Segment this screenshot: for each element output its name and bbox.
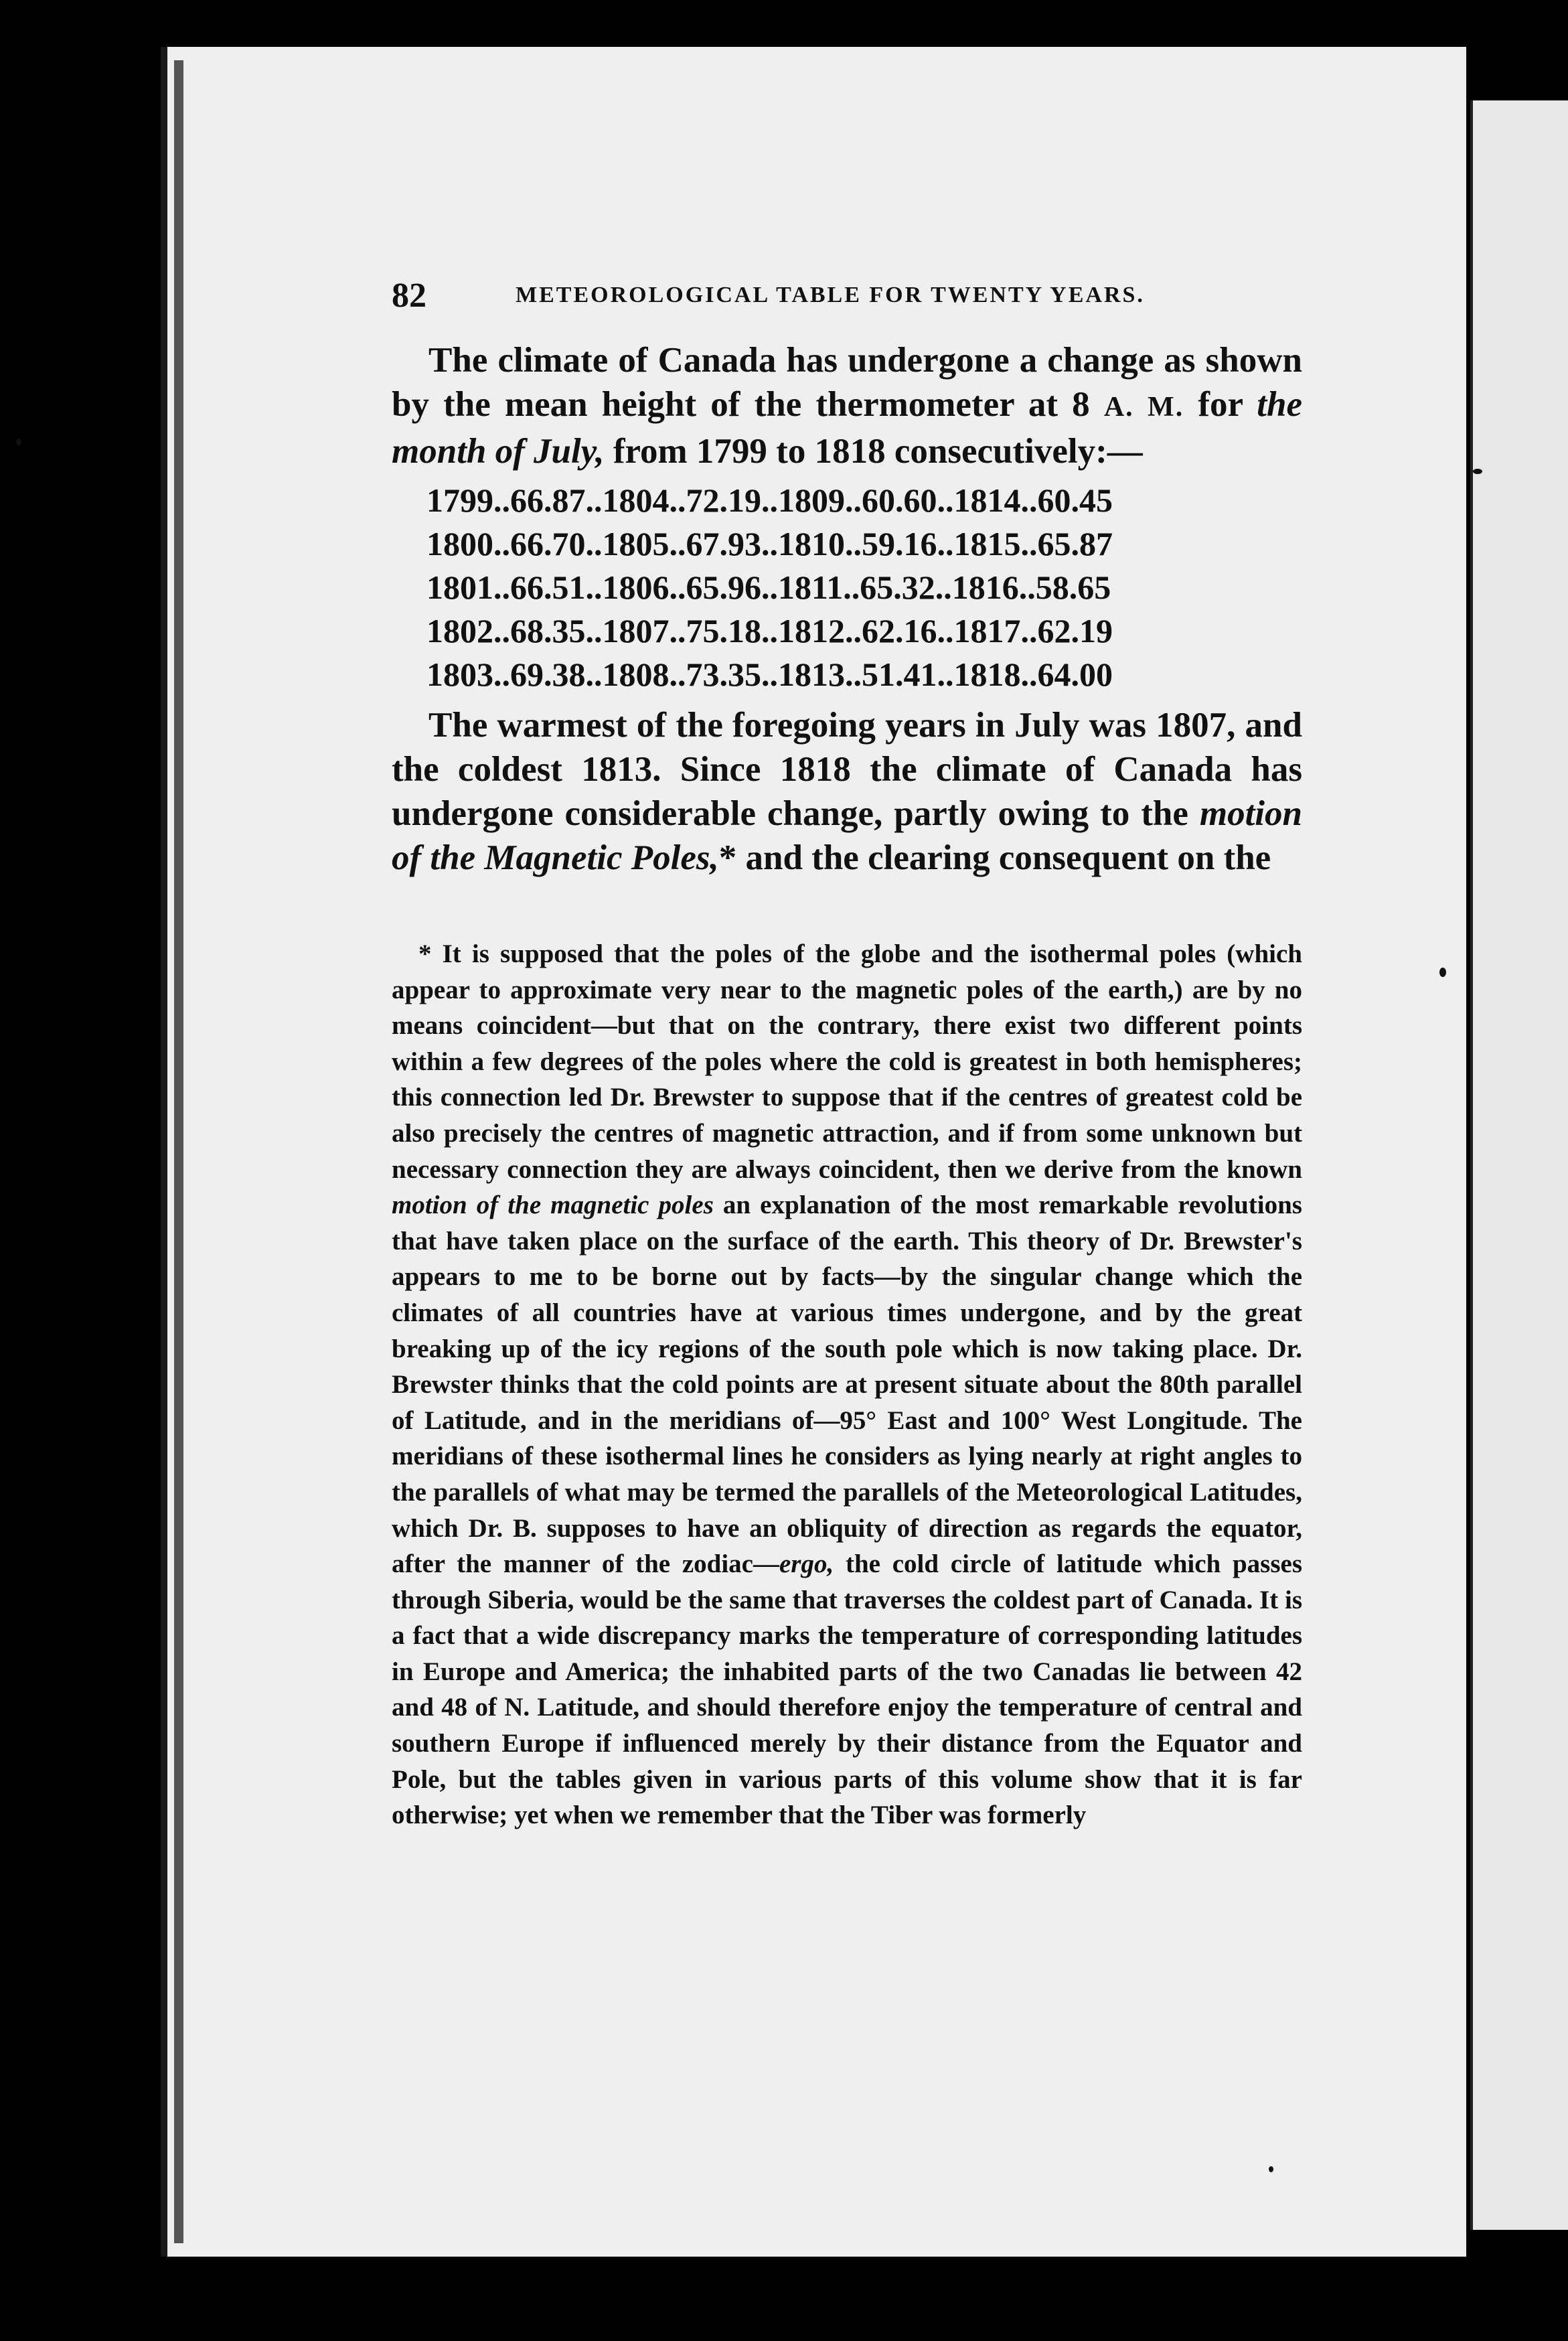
footnote-text-3: the cold circle of latitude which passes through Siberia, would be the same that traverses the coldest part of Canada. It is a fact that a wide discrepancy marks the temperature of corresponding latitudes in Europe and America; the inhabited parts of the two Canadas lie between 42 and 48 of N. Latitude, and should therefore enjoy the temperature of central and southern Europe if influenced merely by their distance from the Equator and Pole, but the tables given in various parts of this volume show that it is far otherwise; yet when we remember that the Tiber was formerly	[392, 1550, 1303, 1830]
temperature-row: 1801..66.51..1806..65.96..1811..65.32..1816..58.65	[426, 569, 1111, 606]
scan-speck	[1439, 968, 1446, 977]
adjacent-page-edge	[1473, 100, 1568, 2230]
intro-text-1: The climate of Canada has undergone a change as shown by the mean height of the thermometer at 8	[392, 341, 1302, 424]
scan-speck	[1269, 2166, 1273, 2172]
intro-text-2: for	[1184, 385, 1257, 424]
intro-text-3: from 1799 to 1818 consecutively:—	[604, 432, 1143, 471]
para2-text-2: * and the clearing consequent on the	[718, 838, 1271, 877]
footnote-text-1: * It is supposed that the poles of the globe and the isothermal poles (which appear to approximate very near to the magnetic poles of the earth,) are by no means coincident—but that on the contrary, there exist two different points within a few degrees of the poles where the cold is greatest in both hemispheres; this connection led Dr. Brewster to suppose that if the centres of greatest cold be also precisely the centres of magnetic attraction, and if from some unknown but necessary connection they are always coincident, then we derive from the known	[392, 939, 1302, 1184]
footnote-emphasis-2: ergo,	[779, 1550, 834, 1579]
temperature-row: 1802..68.35..1807..75.18..1812..62.16..1817..62.19	[426, 612, 1113, 650]
running-head: METEOROLOGICAL TABLE FOR TWENTY YEARS.	[516, 283, 1145, 307]
footnote-paragraph	[392, 936, 1302, 1833]
footnote-text-2: an explanation of the most remarkable revolutions that have taken place on the surface of the earth. This theory of Dr. Brewster's appears to me to be borne out by facts—by the singular change which the climates of all countries have at various times undergone, and by the great breaking up of the icy regions of the south pole which is now taking place. Dr. Brewster thinks that the cold points are at present situate about the 80th parallel of Latitude, and in the meridians of—95° East and 100° West Longitude. The meridians of these isothermal lines he considers as lying nearly at right angles to the parallels of what may be termed the parallels of the Meteorological Latitudes, which Dr. B. supposes to have an obliquity of direction as regards the equator, after the manner of the zodiac—	[392, 1191, 1302, 1579]
temperature-row: 1800..66.70..1805..67.93..1810..59.16..1815..65.87	[426, 525, 1113, 562]
intro-month-emphasis: the month of July,	[392, 385, 1302, 471]
page-gutter-shadow	[174, 60, 183, 2243]
page-number: 82	[392, 277, 426, 315]
page-header	[392, 276, 1302, 316]
footnote	[392, 936, 1302, 1833]
scan-speck	[1473, 469, 1482, 474]
para2-emphasis: motion of the Magnetic Poles,	[392, 794, 1302, 877]
second-paragraph	[392, 703, 1302, 880]
scan-speck	[16, 439, 21, 445]
para2-text-1: The warmest of the foregoing years in July was 1807, and the coldest 1813. Since 1818 the climate of Canada has undergone considerable change, partly owing to the	[392, 706, 1302, 833]
intro-paragraph	[392, 338, 1302, 473]
main-text	[392, 338, 1302, 880]
footnote-emphasis-1: motion of the magnetic poles	[392, 1191, 714, 1220]
temperature-table	[426, 479, 1302, 696]
intro-time: A. M.	[1103, 392, 1184, 423]
temperature-row: 1799..66.87..1804..72.19..1809..60.60..1814..60.45	[426, 481, 1113, 519]
temperature-row: 1803..69.38..1808..73.35..1813..51.41..1818..64.00	[426, 656, 1113, 693]
